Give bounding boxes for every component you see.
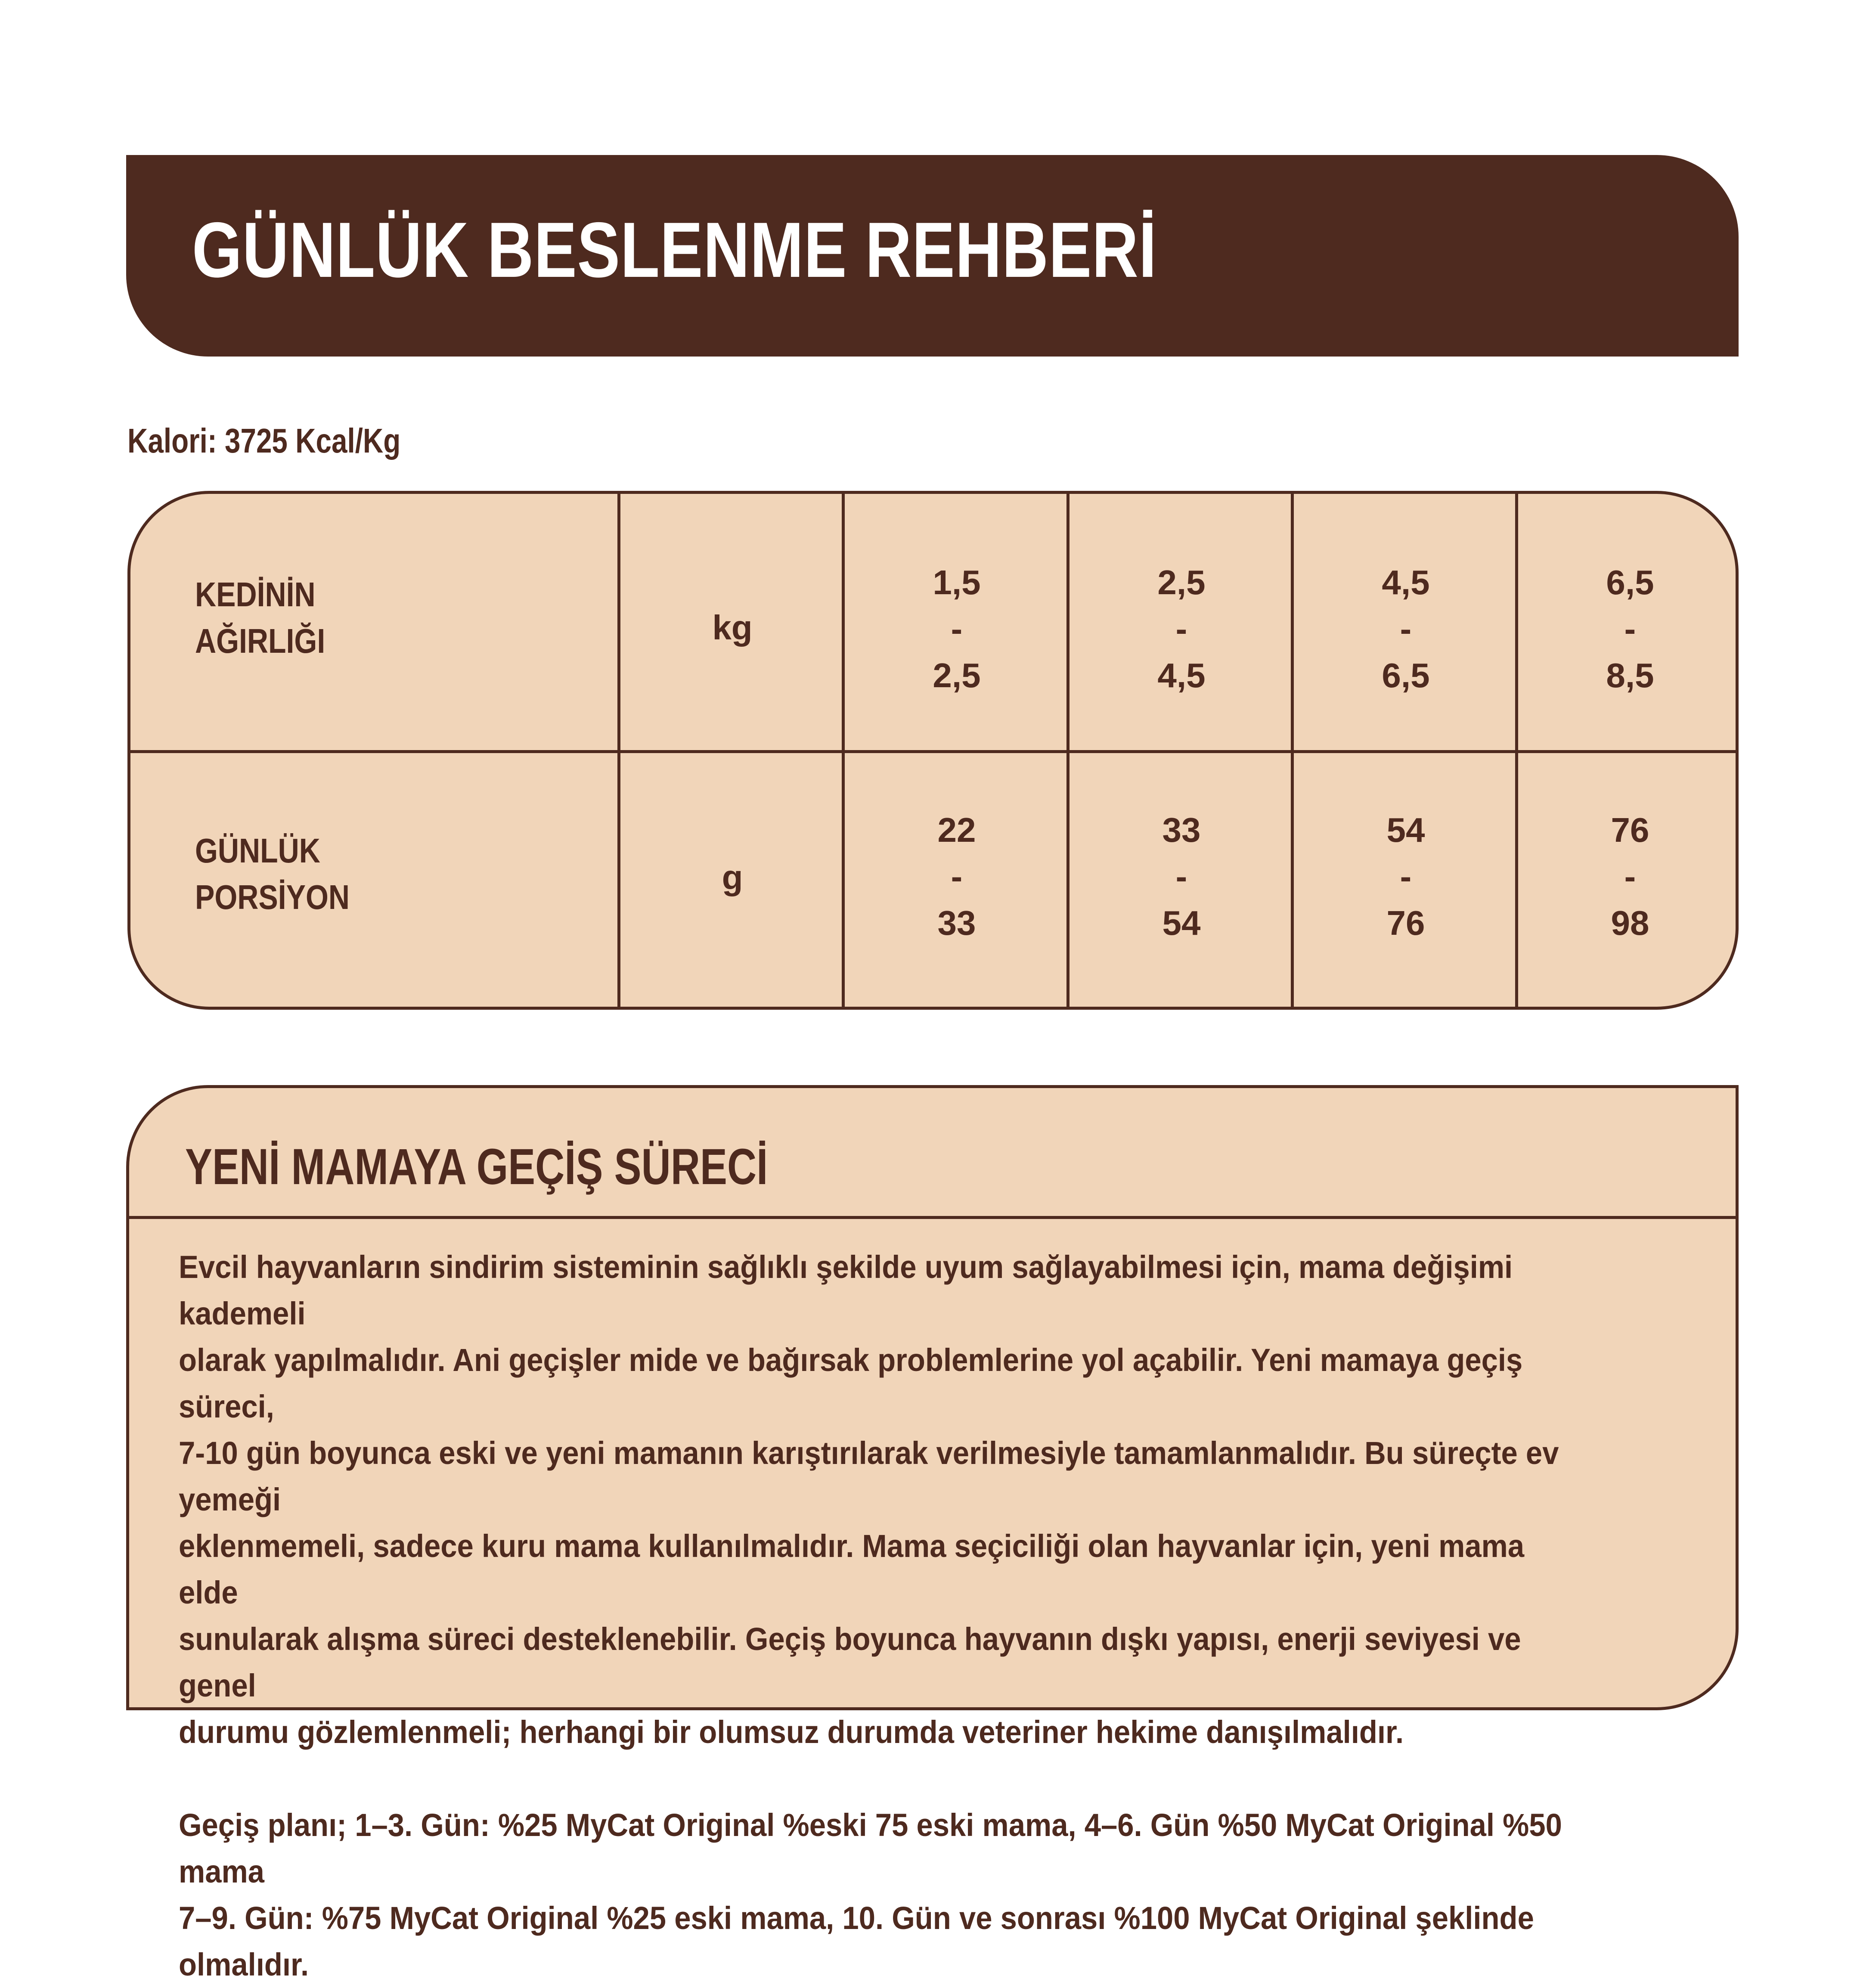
body-line: Geçiş planı; 1–3. Gün: %25 MyCat Original %eski 75 eski mama, 4–6. Gün %50 MyCat Original %50 mama bbox=[179, 1807, 1562, 1889]
range-from: 1,5 bbox=[933, 563, 981, 602]
range-to: 33 bbox=[937, 904, 976, 942]
range-from: 6,5 bbox=[1606, 563, 1654, 602]
section-divider bbox=[129, 1216, 1736, 1219]
range-separator: - bbox=[1624, 857, 1636, 896]
range-separator: - bbox=[1175, 610, 1187, 648]
range-separator: - bbox=[951, 610, 963, 648]
range-from: 2,5 bbox=[1157, 563, 1206, 602]
table-cell bbox=[1518, 807, 1742, 946]
range-to: 8,5 bbox=[1606, 656, 1654, 695]
row-label-weight bbox=[195, 571, 325, 664]
table-cell bbox=[1294, 559, 1518, 699]
paragraph-gap bbox=[179, 1755, 1580, 1802]
range-separator: - bbox=[1400, 610, 1412, 648]
body-line: 7-10 gün boyunca eski ve yeni mamanın karıştırılarak verilmesiyle tamamlanmalıdır. Bu süreçte ev yemeği bbox=[179, 1435, 1559, 1517]
range-from: 76 bbox=[1611, 811, 1649, 849]
range-from: 4,5 bbox=[1382, 563, 1430, 602]
table-cell bbox=[1294, 807, 1518, 946]
row-label-portion bbox=[195, 828, 350, 921]
range-to: 98 bbox=[1611, 904, 1649, 942]
unit-kg: kg bbox=[712, 608, 753, 647]
row-divider bbox=[130, 750, 1736, 753]
range-to: 4,5 bbox=[1157, 656, 1206, 695]
row-label-line: AĞIRLIĞI bbox=[195, 622, 326, 660]
transition-title: YENİ MAMAYA GEÇİŞ SÜRECİ bbox=[185, 1138, 768, 1195]
range-from: 22 bbox=[937, 811, 976, 849]
row-label-line: PORSİYON bbox=[195, 878, 350, 916]
row-label-line: GÜNLÜK bbox=[195, 831, 320, 870]
row-label-line: KEDİNİN bbox=[195, 575, 316, 614]
range-separator: - bbox=[1624, 610, 1636, 648]
body-line: olarak yapılmalıdır. Ani geçişler mide ve bağırsak problemlerine yol açabilir. Yeni mamaya geçiş süreci, bbox=[179, 1342, 1523, 1424]
transition-section bbox=[126, 1085, 1739, 1982]
range-separator: - bbox=[1175, 857, 1187, 896]
header-banner bbox=[126, 155, 1739, 357]
feeding-table bbox=[127, 491, 1739, 1010]
range-from: 33 bbox=[1162, 811, 1201, 849]
range-to: 76 bbox=[1386, 904, 1425, 942]
unit-g: g bbox=[722, 858, 743, 896]
body-line: Evcil hayvanların sindirim sisteminin sağlıklı şekilde uyum sağlayabilmesi için, mama değişimi kademeli bbox=[179, 1249, 1513, 1331]
range-from: 54 bbox=[1386, 811, 1425, 849]
table-cell bbox=[1518, 559, 1742, 699]
table-cell bbox=[845, 807, 1069, 946]
range-separator: - bbox=[951, 857, 963, 896]
page-title: GÜNLÜK BESLENME REHBERİ bbox=[192, 206, 1157, 294]
table-cell bbox=[1070, 807, 1293, 946]
body-line: 7–9. Gün: %75 MyCat Original %25 eski mama, 10. Gün ve sonrası %100 MyCat Original şeklinde olmalıdır. bbox=[179, 1900, 1534, 1982]
range-separator: - bbox=[1400, 857, 1412, 896]
calorie-info: Kalori: 3725 Kcal/Kg bbox=[127, 422, 401, 460]
body-line: sunularak alışma süreci desteklenebilir. Geçiş boyunca hayvanın dışkı yapısı, enerji seviyesi ve genel bbox=[179, 1621, 1521, 1703]
range-to: 54 bbox=[1162, 904, 1201, 942]
table-cell bbox=[845, 559, 1069, 699]
body-line: eklenmemeli, sadece kuru mama kullanılmalıdır. Mama seçiciliği olan hayvanlar için, yeni mama elde bbox=[179, 1528, 1525, 1610]
range-to: 2,5 bbox=[933, 656, 981, 695]
body-line: durumu gözlemlenmeli; herhangi bir olumsuz durumda veteriner hekime danışılmalıdır. bbox=[179, 1714, 1404, 1750]
transition-body bbox=[179, 1244, 1580, 1988]
range-to: 6,5 bbox=[1382, 656, 1430, 695]
table-cell bbox=[1070, 559, 1293, 699]
